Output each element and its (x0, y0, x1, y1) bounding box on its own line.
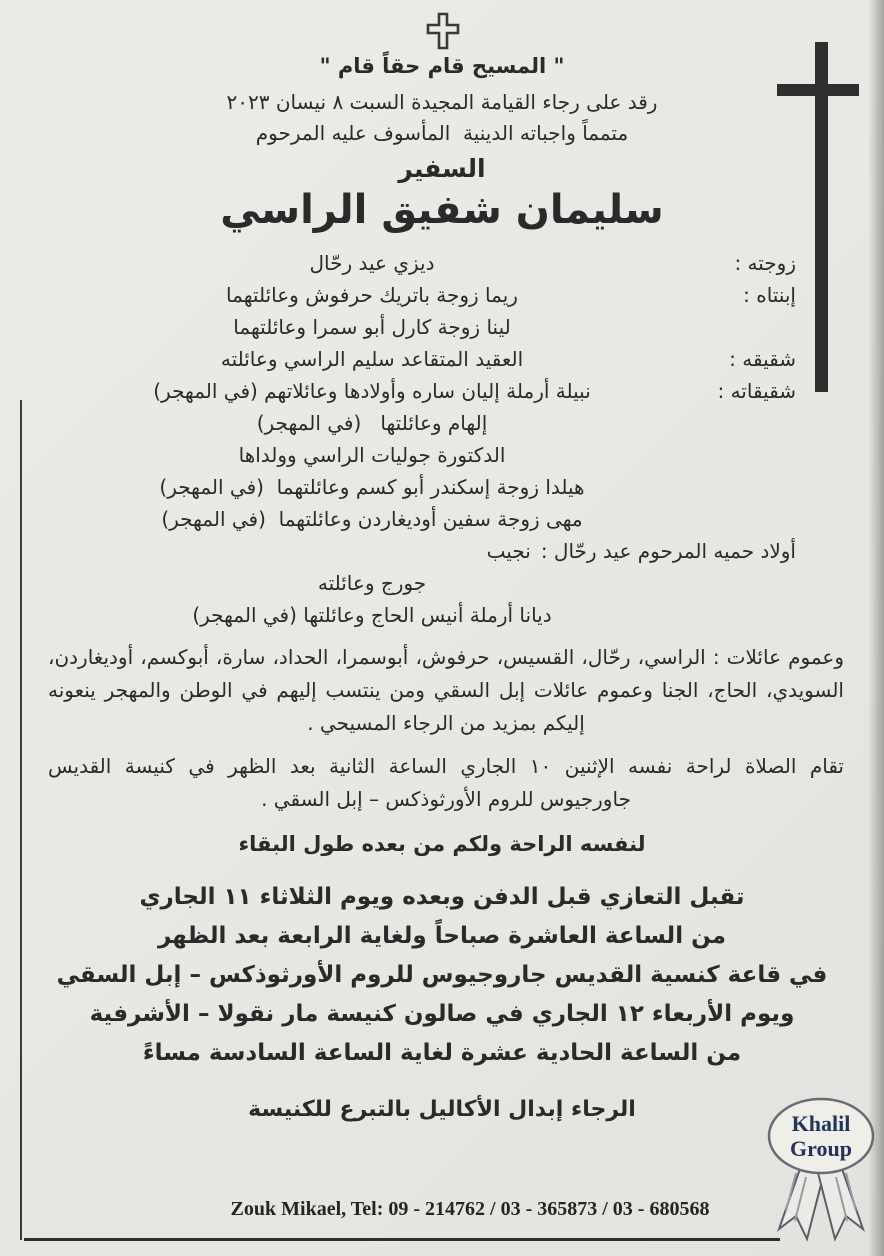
death-date-line: رقد على رجاء القيامة المجيدة السبت ٨ نيسان ٢٠٢٣ (226, 90, 658, 114)
relation-label (684, 503, 796, 535)
relation-label (684, 311, 796, 343)
relation-value: الدكتورة جوليات الراسي وولداها (238, 443, 506, 467)
relation-value: إلهام وعائلتها (في المهجر) (256, 411, 488, 435)
family-row-inlaws (60, 599, 796, 631)
condolences-block (0, 878, 884, 1073)
relation-value: مهى زوجة سفين أوديغاردن وعائلتهما (في المهجر) (161, 507, 583, 531)
deceased-title: السفير (398, 154, 486, 183)
family-section (60, 247, 796, 631)
relation-value: هيلدا زوجة إسكندر أبو كسم وعائلتهما (في المهجر) (159, 475, 585, 499)
relation-label: شقيقاته : (717, 379, 796, 403)
ribbon-tails (779, 1163, 863, 1239)
relation-label: إبنتاه : (743, 283, 796, 307)
relation-label (684, 599, 796, 631)
prayer-paragraph: تقام الصلاة لراحة نفسه الإثنين ١٠ الجاري الساعة الثانية بعد الظهر في كنيسة القديس جاورجيوس للروم الأورثوذكس – إبل السقي . (48, 754, 844, 811)
relation-value: ديزي عيد رحّال (309, 251, 435, 275)
relation-value: جورج وعائلته (317, 571, 427, 595)
condolence-line: تقبل التعازي قبل الدفن وبعده ويوم الثلاثاء ١١ الجاري (139, 884, 745, 910)
relation-label: زوجته : (734, 251, 796, 275)
condolence-line: من الساعة الحادية عشرة لغاية الساعة السادسة مساءً (142, 1040, 742, 1066)
deceased-name: سليمان شفيق الراسي (220, 187, 664, 233)
badge-text-line1: Khalil (791, 1111, 851, 1136)
family-row-inlaws (60, 535, 796, 567)
family-row-sister (60, 503, 796, 535)
family-row-sister (60, 471, 796, 503)
condolence-line: في قاعة كنسية القديس جاروجيوس للروم الأورثوذكس – إبل السقي (56, 962, 828, 988)
relation-label (684, 439, 796, 471)
condolence-line: ويوم الأربعاء ١٢ الجاري في صالون كنيسة مار نقولا – الأشرفية (89, 1001, 795, 1027)
relation-label: أولاد حميه المرحوم عيد رحّال : (540, 539, 796, 563)
relation-label (684, 407, 796, 439)
family-row-inlaws (60, 567, 796, 599)
condolence-line: من الساعة العاشرة صباحاً ولغاية الرابعة بعد الظهر (157, 923, 727, 949)
relation-label (684, 567, 796, 599)
religious-duties-line: متمماً واجباته الدينية المأسوف عليه المرحوم (255, 121, 629, 145)
khalil-group-badge (762, 1093, 880, 1255)
family-row-wife (60, 247, 796, 279)
relation-label (684, 471, 796, 503)
resurrection-quote: " المسيح قام حقاً قام " (319, 54, 565, 78)
relation-value: ديانا أرملة أنيس الحاج وعائلتها (في المهجر) (192, 603, 552, 627)
blessing-line: لنفسه الراحة ولكم من بعده طول البقاء (238, 832, 646, 856)
family-row-brother (60, 343, 796, 375)
footer-contact: Zouk Mikael, Tel: 09 - 214762 / 03 - 365873 / 03 - 680568 (230, 1198, 710, 1220)
relation-value: نبيلة أرملة إليان ساره وأولادها وعائلاتهم (في المهجر) (153, 379, 591, 403)
family-row-sister (60, 375, 796, 407)
bottom-border-line (24, 1238, 780, 1241)
relation-value: ريما زوجة باتريك حرفوش وعائلتهما (226, 283, 518, 307)
relation-value: العقيد المتقاعد سليم الراسي وعائلته (220, 347, 524, 371)
family-row-daughter (60, 311, 796, 343)
relation-value: نجيب (486, 539, 531, 563)
family-row-sister (60, 439, 796, 471)
small-cross-icon (0, 12, 884, 50)
families-paragraph: وعموم عائلات : الراسي، رحّال، القسيس، حرفوش، أبوسمرا، الحداد، سارة، أبوكسم، أوديغاردن، السويدي، الحاج، الجنا وعموم عائلات إبل السقي ومن ينتسب إليهم في الوطن والمهجر ينعونه إليكم بمزيد من الرجاء المسيحي . (48, 645, 844, 735)
badge-text-line2: Group (790, 1136, 852, 1161)
family-row-sister (60, 407, 796, 439)
relation-value: لينا زوجة كارل أبو سمرا وعائلتهما (233, 315, 511, 339)
wreaths-donation-line: الرجاء إبدال الأكاليل بالتبرع للكنيسة (248, 1097, 636, 1122)
family-row-daughter (60, 279, 796, 311)
relation-label: شقيقه : (729, 347, 796, 371)
